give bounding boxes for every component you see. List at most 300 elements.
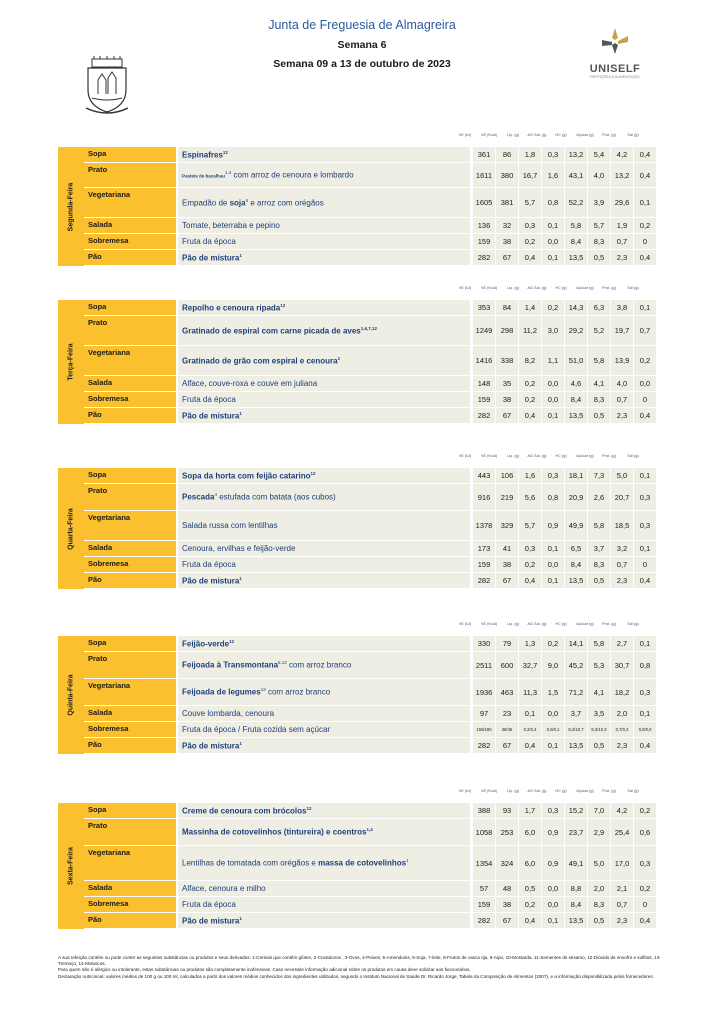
column-header: VE (Kcal) (480, 622, 498, 626)
column-headers (58, 284, 656, 300)
nutrition-value: 0,5 (588, 738, 610, 753)
nutrition-value: 159 (473, 897, 495, 912)
menu-category: Salada (84, 376, 176, 391)
nutrition-value: 0,0 (542, 881, 564, 896)
menu-row (84, 913, 656, 929)
menu-row (84, 218, 656, 234)
nutrition-value: 13,5 (565, 250, 587, 265)
footer-allergens: A sua refeição contém ou pode conter as seguintes substâncias ou produtos e seus derivados: 1-Cereais que contêm glúten, 2-Crustáceos , 3-Ovos, 4-Peixes, 5-Amendoins, 6-Soja, 7-leite, 8-Frutos de casca rija, 9-Aipo, 10-Mostarda, 11-Sementes de sésamo, 12-Dióxido de enxofre e sulfitos, 13-Tremoço, 14-Moluscos. (58, 955, 661, 967)
nutrition-value: 4,1 (588, 679, 610, 705)
nutrition-value: 338 (496, 346, 518, 375)
nutrition-value: 298 (496, 316, 518, 345)
nutrition-value: 4,0 (588, 163, 610, 187)
column-header: Prot. (g) (602, 789, 616, 793)
nutrition-value: 67 (496, 573, 518, 588)
day-block (58, 452, 656, 589)
menu-category: Sopa (84, 803, 176, 818)
column-header: AG Sat. (g) (527, 133, 547, 137)
menu-dish: Fruta da época (178, 557, 470, 572)
column-header: HC (g) (555, 454, 567, 458)
menu-row (84, 846, 656, 881)
column-header: VE (Kcal) (480, 286, 498, 290)
nutrition-value: 1,8 (519, 147, 541, 162)
day-block (58, 131, 656, 266)
day-label: Segunda-Feira (58, 147, 84, 266)
menu-row (84, 706, 656, 722)
menu-row (84, 484, 656, 511)
column-header: Açúcar (g) (576, 133, 594, 137)
column-header: Líp. (g) (506, 133, 520, 137)
nutrition-value: 0,2 (519, 392, 541, 407)
nutrition-value: 324 (496, 846, 518, 880)
nutrition-value: 3,5 (588, 706, 610, 721)
nutrition-value: 0,0 (542, 234, 564, 249)
nutrition-value: 0,0 (542, 897, 564, 912)
nutrition-value: 1,7 (519, 803, 541, 818)
brand-tagline: REFEIÇÕES & ALIMENTAÇÃO (590, 75, 640, 79)
nutrition-value: 49,9 (565, 511, 587, 540)
column-headers (58, 131, 656, 147)
day-block (58, 620, 656, 754)
nutrition-value: 2,9 (588, 819, 610, 845)
nutrition-value: 0,0 (542, 706, 564, 721)
nutrition-value: 0,1 (634, 541, 656, 556)
nutrition-value: 57 (473, 881, 495, 896)
nutrition-value: 0,5 (519, 881, 541, 896)
nutrition-value: 0,7 (611, 897, 633, 912)
nutrition-value: 0 (634, 234, 656, 249)
nutrition-value: 0,0 (542, 557, 564, 572)
menu-row (84, 300, 656, 316)
nutrition-value: 0,1 (634, 188, 656, 217)
nutrition-value: 11,3 (519, 679, 541, 705)
nutrition-value: 361 (473, 147, 495, 162)
nutrition-value: 8,4/10,7 (565, 722, 587, 737)
nutrition-value: 5,4 (588, 147, 610, 162)
nutrition-value: 1,3 (519, 636, 541, 651)
nutrition-value: 3,0 (542, 316, 564, 345)
nutrition-value: 0,7 (611, 557, 633, 572)
nutrition-value: 4,2 (611, 803, 633, 818)
menu-row (84, 652, 656, 679)
menu-row (84, 722, 656, 738)
menu-category: Prato (84, 819, 176, 845)
nutrition-value: 67 (496, 408, 518, 423)
nutrition-value: 0,5 (588, 408, 610, 423)
nutrition-value: 7,3 (588, 468, 610, 483)
menu-dish: Pão de mistura$^1$ (178, 738, 470, 753)
nutrition-value: 20,9 (565, 484, 587, 510)
nutrition-value: 1,4 (519, 300, 541, 315)
nutrition-value: 17,0 (611, 846, 633, 880)
nutrition-value: 159/190 (473, 722, 495, 737)
menu-dish: Lentilhas de tomatada com orégãos e massa de cotovelinhos$^1$ (178, 846, 470, 880)
nutrition-value: 0,4 (634, 913, 656, 928)
nutrition-value: 67 (496, 913, 518, 928)
header-week: Semana 6 (337, 39, 387, 51)
column-header: VE (kJ) (458, 454, 472, 458)
menu-row (84, 819, 656, 846)
nutrition-value: 8,4 (565, 897, 587, 912)
nutrition-value: 1354 (473, 846, 495, 880)
column-header: AG Sat. (g) (527, 454, 547, 458)
column-header: Açúcar (g) (576, 454, 594, 458)
nutrition-value: 8,4 (565, 392, 587, 407)
nutrition-value: 282 (473, 738, 495, 753)
nutrition-value: 9,0 (542, 652, 564, 678)
menu-dish: Sopa da horta com feijão catarino$^{12}$ (178, 468, 470, 483)
nutrition-value: 32 (496, 218, 518, 233)
nutrition-value: 13,9 (611, 346, 633, 375)
nutrition-value: 2,3 (611, 913, 633, 928)
menu-category: Prato (84, 652, 176, 678)
nutrition-value: 0,4 (634, 408, 656, 423)
menu-row (84, 541, 656, 557)
nutrition-value: 8,3 (588, 557, 610, 572)
nutrition-value: 6,5 (565, 541, 587, 556)
nutrition-value: 0,3 (634, 484, 656, 510)
nutrition-value: 86 (496, 147, 518, 162)
nutrition-value: 8,3/10,3 (588, 722, 610, 737)
column-header: VE (Kcal) (480, 133, 498, 137)
nutrition-value: 45,2 (565, 652, 587, 678)
nutrition-value: 5,8 (588, 636, 610, 651)
column-headers (58, 452, 656, 468)
nutrition-value: 600 (496, 652, 518, 678)
column-header: VE (kJ) (458, 286, 472, 290)
menu-category: Sopa (84, 636, 176, 651)
menu-dish: Pescada$^4$ estufada com batata (aos cubos) (178, 484, 470, 510)
column-header: AG Sat. (g) (527, 286, 547, 290)
nutrition-value: 2,3 (611, 573, 633, 588)
day-label: Terça-Feira (58, 300, 84, 424)
nutrition-value: 79 (496, 636, 518, 651)
nutrition-value: 0,1 (634, 300, 656, 315)
nutrition-value: 0 (634, 557, 656, 572)
nutrition-value: 0,4 (634, 738, 656, 753)
nutrition-value: 1249 (473, 316, 495, 345)
nutrition-value: 0,6 (634, 819, 656, 845)
nutrition-value: 67 (496, 738, 518, 753)
column-header: Açúcar (g) (576, 622, 594, 626)
nutrition-value: 13,5 (565, 738, 587, 753)
nutrition-value: 6,0 (519, 819, 541, 845)
nutrition-value: 0,2/0,4 (519, 722, 541, 737)
nutrition-value: 282 (473, 250, 495, 265)
nutrition-value: 0,7 (634, 316, 656, 345)
nutrition-value: 29,6 (611, 188, 633, 217)
menu-row (84, 408, 656, 424)
nutrition-value: 16,7 (519, 163, 541, 187)
nutrition-value: 18,2 (611, 679, 633, 705)
nutrition-value: 388 (473, 803, 495, 818)
nutrition-value: 0,3 (634, 511, 656, 540)
menu-category: Sopa (84, 300, 176, 315)
column-header: Sal (g) (627, 622, 639, 626)
nutrition-value: 5,8 (565, 218, 587, 233)
nutrition-value: 0,8 (634, 652, 656, 678)
menu-dish: Feijoada de legumes$^{12}$ com arroz branco (178, 679, 470, 705)
menu-dish: Alface, cenoura e milho (178, 881, 470, 896)
nutrition-value: 4,2 (611, 147, 633, 162)
nutrition-value: 2,3 (611, 408, 633, 423)
menu-category: Sopa (84, 147, 176, 162)
nutrition-value: 1,6 (542, 163, 564, 187)
menu-dish: Espinafres$^{12}$ (178, 147, 470, 162)
nutrition-value: 282 (473, 913, 495, 928)
nutrition-value: 1611 (473, 163, 495, 187)
menu-category: Salada (84, 541, 176, 556)
nutrition-value: 1605 (473, 188, 495, 217)
nutrition-value: 93 (496, 803, 518, 818)
nutrition-value: 35 (496, 376, 518, 391)
menu-dish: Massinha de cotovelinhos (tintureira) e coentros$^{1,4}$ (178, 819, 470, 845)
column-header: HC (g) (555, 622, 567, 626)
nutrition-value: 23 (496, 706, 518, 721)
footer-notes (58, 955, 668, 980)
nutrition-value: 0,2 (519, 234, 541, 249)
nutrition-value: 3,2 (611, 541, 633, 556)
menu-dish: Cenoura, ervilhas e feijão-verde (178, 541, 470, 556)
nutrition-value: 1,9 (611, 218, 633, 233)
menu-row (84, 897, 656, 913)
column-header: HC (g) (555, 789, 567, 793)
menu-row (84, 557, 656, 573)
nutrition-value: 0,3 (634, 846, 656, 880)
nutrition-value: 15,2 (565, 803, 587, 818)
nutrition-value: 916 (473, 484, 495, 510)
footer-note: Para quem não é alérgico ou intolerante, estas substâncias ou produtos são completamente inofensivas. Caso necessite informação adicional sobre os produtos em causa deve solicitar aos funcionários. (58, 967, 471, 973)
brand-name: UNISELF (589, 63, 641, 75)
nutrition-value: 0,7 (611, 392, 633, 407)
menu-row (84, 738, 656, 754)
menu-category: Sopa (84, 468, 176, 483)
nutrition-value: 38 (496, 897, 518, 912)
menu-dish: Pasteis de bacalhau$^{1,4}$ com arroz de cenoura e lombardo (178, 163, 470, 187)
menu-row (84, 573, 656, 589)
parish-crest-icon (78, 56, 136, 116)
nutrition-value: 5,7 (519, 511, 541, 540)
nutrition-value: 51,0 (565, 346, 587, 375)
nutrition-value: 4,6 (565, 376, 587, 391)
column-header: AG Sat. (g) (527, 622, 547, 626)
nutrition-value: 8,4 (565, 234, 587, 249)
column-header: Açúcar (g) (576, 286, 594, 290)
column-header: VE (Kcal) (480, 789, 498, 793)
column-headers (58, 620, 656, 636)
nutrition-value: 5,6 (519, 484, 541, 510)
column-header: Líp. (g) (506, 286, 520, 290)
nutrition-value: 5,3 (588, 652, 610, 678)
nutrition-value: 2,3 (611, 738, 633, 753)
nutrition-value: 2,6 (588, 484, 610, 510)
menu-category: Pão (84, 250, 176, 265)
menu-dish: Couve lombarda, cenoura (178, 706, 470, 721)
nutrition-value: 159 (473, 557, 495, 572)
menu-category: Salada (84, 706, 176, 721)
nutrition-value: 0,3 (519, 541, 541, 556)
column-header: AG Sat. (g) (527, 789, 547, 793)
menu-row (84, 468, 656, 484)
menu-dish: Creme de cenoura com brócolos$^{12}$ (178, 803, 470, 818)
nutrition-value: 6,3 (588, 300, 610, 315)
nutrition-value: 18,1 (565, 468, 587, 483)
nutrition-value: 0,5 (588, 573, 610, 588)
nutrition-value: 329 (496, 511, 518, 540)
menu-row (84, 881, 656, 897)
nutrition-value: 18,5 (611, 511, 633, 540)
menu-row (84, 188, 656, 218)
menu-category: Pão (84, 913, 176, 928)
nutrition-value: 6,0 (519, 846, 541, 880)
menu-dish: Repolho e cenoura ripada$^{12}$ (178, 300, 470, 315)
day-label: Sexta-Feira (58, 803, 84, 929)
nutrition-value: 0,2 (519, 897, 541, 912)
nutrition-value: 0,3 (634, 679, 656, 705)
menu-category: Vegetariana (84, 679, 176, 705)
column-header: Prot. (g) (602, 622, 616, 626)
menu-row (84, 163, 656, 188)
nutrition-value: 38 (496, 557, 518, 572)
uniself-mark-icon (598, 26, 632, 56)
nutrition-value: 3,7 (588, 541, 610, 556)
column-header: HC (g) (555, 133, 567, 137)
menu-dish: Pão de mistura$^1$ (178, 573, 470, 588)
nutrition-value: 0,2 (542, 636, 564, 651)
nutrition-value: 0,3 (542, 468, 564, 483)
nutrition-value: 0,4 (634, 163, 656, 187)
menu-category: Salada (84, 218, 176, 233)
nutrition-value: 0,1 (634, 468, 656, 483)
nutrition-value: 1416 (473, 346, 495, 375)
menu-dish: Tomate, beterraba e pepino (178, 218, 470, 233)
nutrition-value: 13,2 (611, 163, 633, 187)
nutrition-value: 67 (496, 250, 518, 265)
menu-row (84, 234, 656, 250)
nutrition-value: 0 (634, 897, 656, 912)
nutrition-value: 0,8 (542, 188, 564, 217)
menu-dish: Fruta da época / Fruta cozida sem açúcar (178, 722, 470, 737)
nutrition-value: 443 (473, 468, 495, 483)
column-header: Sal (g) (627, 789, 639, 793)
menu-category: Prato (84, 163, 176, 187)
nutrition-value: 0,1 (542, 250, 564, 265)
nutrition-value: 148 (473, 376, 495, 391)
nutrition-value: 13,5 (565, 573, 587, 588)
nutrition-value: 29,2 (565, 316, 587, 345)
column-header: Prot. (g) (602, 454, 616, 458)
menu-dish: Feijoada à Transmontana$^{6,12}$ com arroz branco (178, 652, 470, 678)
nutrition-value: 0,2 (634, 218, 656, 233)
column-header: VE (Kcal) (480, 454, 498, 458)
menu-dish: Alface, couve-roxa e couve em juliana (178, 376, 470, 391)
nutrition-value: 0,7 (611, 234, 633, 249)
nutrition-value: 0,4 (519, 573, 541, 588)
nutrition-value: 38/46 (496, 722, 518, 737)
uniself-logo (585, 26, 645, 86)
nutrition-value: 32,7 (519, 652, 541, 678)
menu-category: Prato (84, 316, 176, 345)
nutrition-value: 13,5 (565, 913, 587, 928)
nutrition-value: 11,2 (519, 316, 541, 345)
nutrition-value: 5,8 (588, 511, 610, 540)
menu-dish: Fruta da época (178, 897, 470, 912)
nutrition-value: 0,5 (588, 250, 610, 265)
menu-dish: Pão de mistura$^1$ (178, 408, 470, 423)
column-header: Prot. (g) (602, 133, 616, 137)
nutrition-value: 0,1 (542, 573, 564, 588)
nutrition-value: 173 (473, 541, 495, 556)
nutrition-value: 5,7 (588, 218, 610, 233)
nutrition-value: 0,4 (519, 408, 541, 423)
nutrition-value: 0,4 (519, 913, 541, 928)
menu-dish: Fruta da época (178, 392, 470, 407)
nutrition-value: 25,4 (611, 819, 633, 845)
nutrition-value: 5,7 (519, 188, 541, 217)
nutrition-value: 8,3 (588, 897, 610, 912)
nutrition-value: 4,0 (611, 376, 633, 391)
nutrition-value: 0,1 (542, 218, 564, 233)
nutrition-value: 8,3 (588, 392, 610, 407)
nutrition-value: 3,9 (588, 188, 610, 217)
nutrition-value: 1378 (473, 511, 495, 540)
nutrition-value: 106 (496, 468, 518, 483)
nutrition-value: 0,0/0,1 (542, 722, 564, 737)
nutrition-value: 0,1 (542, 541, 564, 556)
nutrition-value: 97 (473, 706, 495, 721)
nutrition-value: 159 (473, 392, 495, 407)
column-header: Líp. (g) (506, 622, 520, 626)
nutrition-value: 4,1 (588, 376, 610, 391)
nutrition-value: 0,5 (588, 913, 610, 928)
menu-row (84, 803, 656, 819)
nutrition-value: 8,2 (519, 346, 541, 375)
menu-category: Vegetariana (84, 188, 176, 217)
nutrition-value: 0,4 (634, 250, 656, 265)
menu-dish: Pão de mistura$^1$ (178, 913, 470, 928)
nutrition-value: 13,5 (565, 408, 587, 423)
column-header: Líp. (g) (506, 789, 520, 793)
nutrition-value: 2,3 (611, 250, 633, 265)
nutrition-value: 1,5 (542, 679, 564, 705)
nutrition-value: 5,2 (588, 316, 610, 345)
nutrition-value: 0,4 (519, 738, 541, 753)
nutrition-value: 2,1 (611, 881, 633, 896)
nutrition-value: 3,8 (611, 300, 633, 315)
nutrition-value: 282 (473, 408, 495, 423)
nutrition-value: 84 (496, 300, 518, 315)
nutrition-value: 0,2 (634, 803, 656, 818)
nutrition-value: 0,9 (542, 819, 564, 845)
footer-declaration: Declaração nutricional: valores médios de 100 g ou 100 ml, calculados a partir dos valores médios conhecidos dos ingredientes utilizados, segundo o Instituto Nacional de Saúde Dr. Ricardo Jorge, Tabela da Composição de Alimentos (2007), e a informação disponibilizada pelos fornecedores. (58, 973, 654, 979)
nutrition-value: 0,1 (542, 408, 564, 423)
column-header: VE (kJ) (458, 622, 472, 626)
nutrition-value: 2,0 (611, 706, 633, 721)
nutrition-value: 0,0 (634, 376, 656, 391)
menu-dish: Feijão-verde$^{12}$ (178, 636, 470, 651)
column-header: Açúcar (g) (576, 789, 594, 793)
nutrition-value: 8,3 (588, 234, 610, 249)
menu-row (84, 636, 656, 652)
nutrition-value: 380 (496, 163, 518, 187)
nutrition-value: 353 (473, 300, 495, 315)
nutrition-value: 0,4 (634, 147, 656, 162)
column-header: VE (kJ) (458, 133, 472, 137)
nutrition-value: 1936 (473, 679, 495, 705)
nutrition-value: 3,7 (565, 706, 587, 721)
nutrition-value: 52,2 (565, 188, 587, 217)
menu-category: Pão (84, 738, 176, 753)
